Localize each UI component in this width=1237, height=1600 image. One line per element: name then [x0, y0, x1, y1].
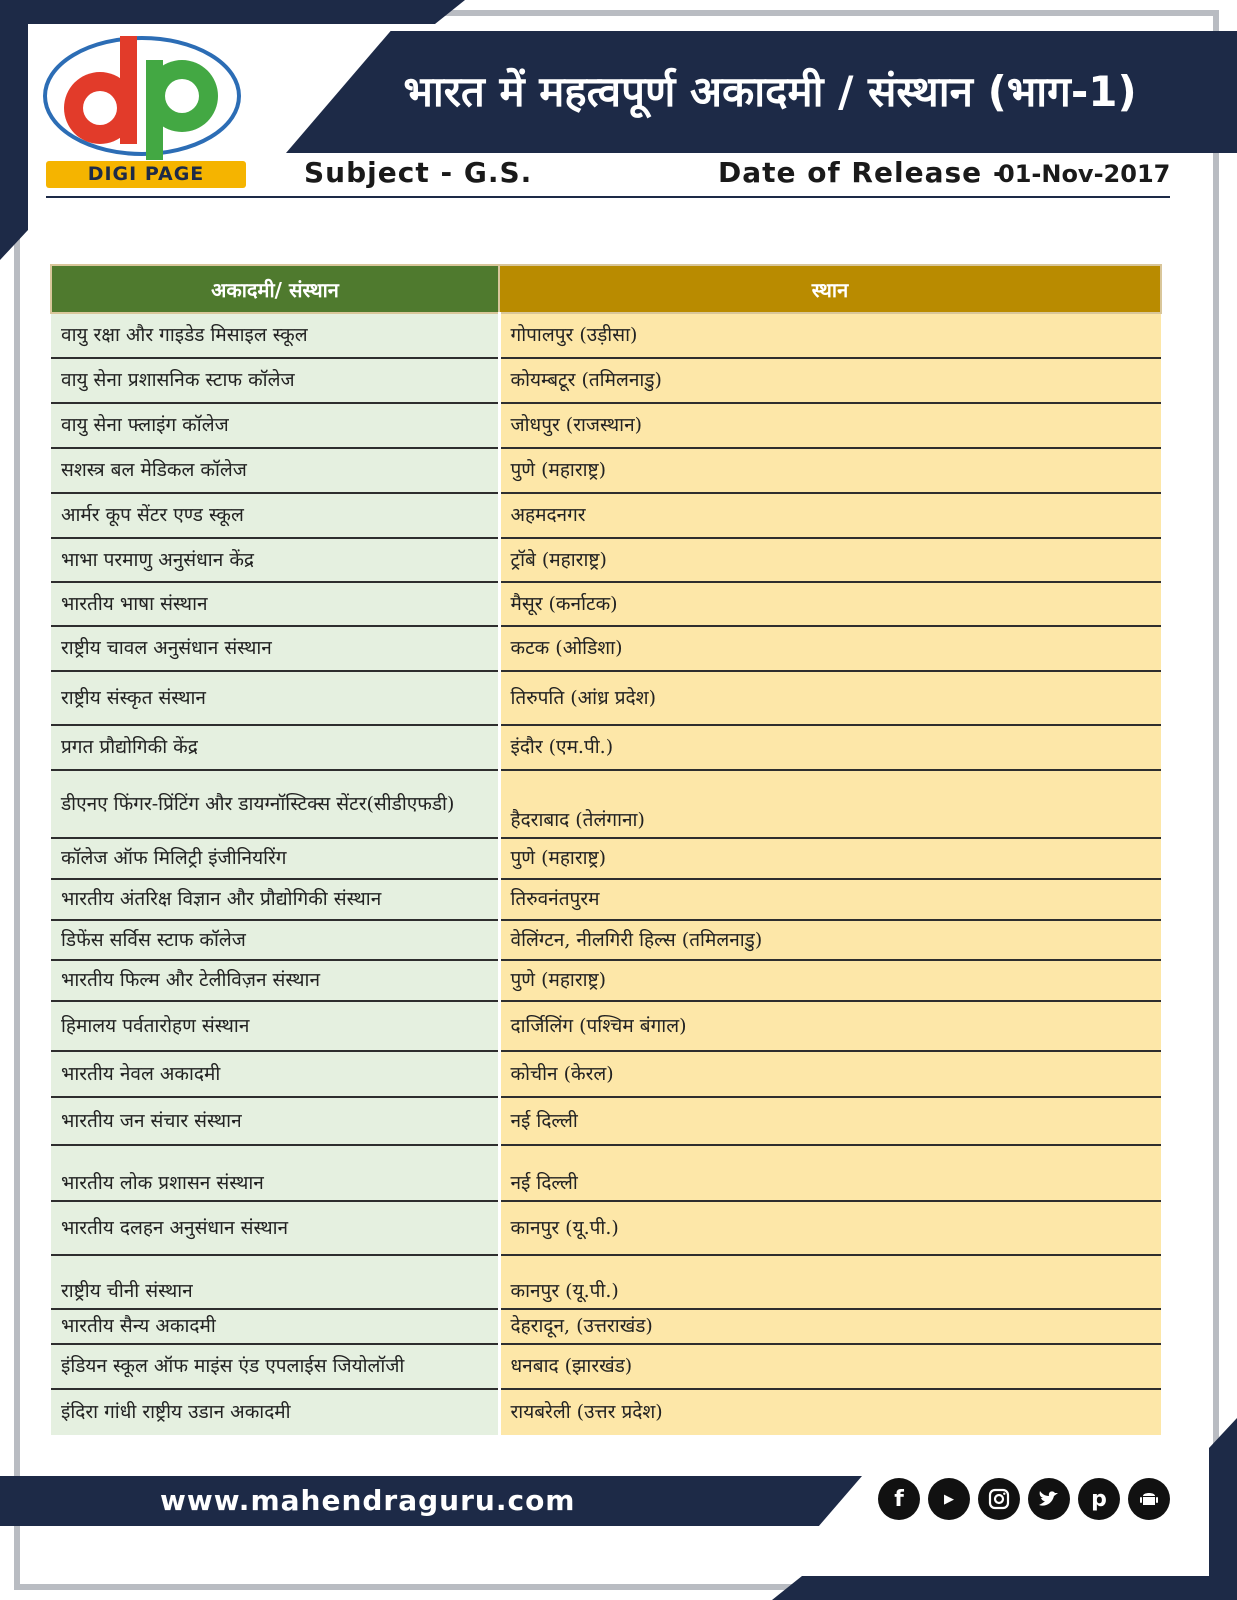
- place-cell: कानपुर (यू.पी.): [499, 1201, 1161, 1255]
- android-icon[interactable]: [1128, 1478, 1170, 1520]
- institute-cell: भारतीय सैन्य अकादमी: [51, 1309, 499, 1344]
- corner-decoration: [0, 0, 28, 260]
- table-row: [51, 1389, 1161, 1435]
- place-cell: नई दिल्ली: [499, 1097, 1161, 1145]
- institute-cell: डीएनए फिंगर-प्रिंटिंग और डायग्नॉस्टिक्स सेंटर(सीडीएफडी): [51, 770, 499, 838]
- institute-cell: भारतीय भाषा संस्थान: [51, 582, 499, 626]
- place-cell: कानपुर (यू.पी.): [499, 1255, 1161, 1309]
- place-cell: गोपालपुर (उड़ीसा): [499, 313, 1161, 358]
- place-cell: कटक (ओडिशा): [499, 626, 1161, 671]
- institute-cell: प्रगत प्रौद्योगिकी केंद्र: [51, 725, 499, 770]
- pinterest-icon[interactable]: p: [1078, 1478, 1120, 1520]
- social-icons: [878, 1478, 1170, 1520]
- table-row: [51, 1145, 1161, 1201]
- table-row: [51, 538, 1161, 582]
- table-row: [51, 403, 1161, 448]
- subject-label: Subject - G.S.: [304, 156, 533, 189]
- institute-cell: राष्ट्रीय संस्कृत संस्थान: [51, 671, 499, 725]
- institute-cell: वायु सेना फ्लाइंग कॉलेज: [51, 403, 499, 448]
- column-header-institute: अकादमी/ संस्थान: [51, 265, 499, 313]
- table-row: [51, 879, 1161, 920]
- release-date-value: 01-Nov-2017: [998, 160, 1171, 188]
- institutes-table: [50, 264, 1162, 1435]
- institute-cell: कॉलेज ऑफ मिलिट्री इंजीनियरिंग: [51, 838, 499, 879]
- institute-cell: इंडियन स्कूल ऑफ माइंस एंड एपलाईस जियोलॉजी: [51, 1344, 499, 1389]
- place-cell: अहमदनगर: [499, 493, 1161, 538]
- place-cell: तिरुपति (आंध्र प्रदेश): [499, 671, 1161, 725]
- table-row: [51, 770, 1161, 838]
- corner-decoration: [1209, 1418, 1237, 1600]
- table-row: [51, 582, 1161, 626]
- table-row: [51, 671, 1161, 725]
- institute-cell: वायु रक्षा और गाइडेड मिसाइल स्कूल: [51, 313, 499, 358]
- place-cell: देहरादून, (उत्तराखंड): [499, 1309, 1161, 1344]
- facebook-icon[interactable]: f: [878, 1478, 920, 1520]
- instagram-icon[interactable]: [978, 1478, 1020, 1520]
- institute-cell: सशस्त्र बल मेडिकल कॉलेज: [51, 448, 499, 493]
- table-row: [51, 1051, 1161, 1097]
- place-cell: हैदराबाद (तेलंगाना): [499, 770, 1161, 838]
- place-cell: ट्रॉबे (महाराष्ट्र): [499, 538, 1161, 582]
- table-row: [51, 1309, 1161, 1344]
- release-date-label: Date of Release -: [718, 156, 1006, 189]
- institute-cell: भारतीय फिल्म और टेलीविज़न संस्थान: [51, 960, 499, 1001]
- place-cell: मैसूर (कर्नाटक): [499, 582, 1161, 626]
- table-row: [51, 838, 1161, 879]
- table-row: [51, 358, 1161, 403]
- place-cell: तिरुवनंतपुरम: [499, 879, 1161, 920]
- institute-cell: राष्ट्रीय चीनी संस्थान: [51, 1255, 499, 1309]
- youtube-icon[interactable]: ▶: [928, 1478, 970, 1520]
- place-cell: पुणे (महाराष्ट्र): [499, 838, 1161, 879]
- institute-cell: हिमालय पर्वतारोहण संस्थान: [51, 1001, 499, 1051]
- institute-cell: वायु सेना प्रशासनिक स्टाफ कॉलेज: [51, 358, 499, 403]
- place-cell: रायबरेली (उत्तर प्रदेश): [499, 1389, 1161, 1435]
- table-row: [51, 1255, 1161, 1309]
- column-header-place: स्थान: [499, 265, 1161, 313]
- table-row: [51, 725, 1161, 770]
- table-row: [51, 448, 1161, 493]
- institute-cell: भारतीय अंतरिक्ष विज्ञान और प्रौद्योगिकी संस्थान: [51, 879, 499, 920]
- place-cell: धनबाद (झारखंड): [499, 1344, 1161, 1389]
- twitter-icon[interactable]: [1028, 1478, 1070, 1520]
- table-header-row: [51, 265, 1161, 313]
- institute-cell: डिफेंस सर्विस स्टाफ कॉलेज: [51, 920, 499, 960]
- place-cell: कोचीन (केरल): [499, 1051, 1161, 1097]
- place-cell: कोयम्बटूर (तमिलनाडु): [499, 358, 1161, 403]
- table-row: [51, 1001, 1161, 1051]
- institute-cell: भारतीय लोक प्रशासन संस्थान: [51, 1145, 499, 1201]
- institute-cell: भारतीय नेवल अकादमी: [51, 1051, 499, 1097]
- page-title: भारत में महत्वपूर्ण अकादमी / संस्थान (भाग-1): [403, 67, 1137, 116]
- place-cell: दार्जिलिंग (पश्चिम बंगाल): [499, 1001, 1161, 1051]
- website-link[interactable]: www.mahendraguru.com: [160, 1484, 576, 1517]
- place-cell: पुणे (महाराष्ट्र): [499, 448, 1161, 493]
- header-divider: [46, 196, 1170, 198]
- corner-decoration: [0, 0, 465, 24]
- institute-cell: इंदिरा गांधी राष्ट्रीय उडान अकादमी: [51, 1389, 499, 1435]
- table-row: [51, 920, 1161, 960]
- place-cell: पुणे (महाराष्ट्र): [499, 960, 1161, 1001]
- institute-cell: भाभा परमाणु अनुसंधान केंद्र: [51, 538, 499, 582]
- place-cell: इंदौर (एम.पी.): [499, 725, 1161, 770]
- place-cell: जोधपुर (राजस्थान): [499, 403, 1161, 448]
- table-row: [51, 626, 1161, 671]
- institute-cell: भारतीय जन संचार संस्थान: [51, 1097, 499, 1145]
- corner-decoration: [772, 1576, 1237, 1600]
- table-row: [51, 1344, 1161, 1389]
- institute-cell: आर्मर कूप सेंटर एण्ड स्कूल: [51, 493, 499, 538]
- institute-cell: भारतीय दलहन अनुसंधान संस्थान: [51, 1201, 499, 1255]
- table-row: [51, 1201, 1161, 1255]
- brand-name: DIGI PAGE: [46, 161, 246, 188]
- table-row: [51, 313, 1161, 358]
- institute-cell: राष्ट्रीय चावल अनुसंधान संस्थान: [51, 626, 499, 671]
- table-row: [51, 1097, 1161, 1145]
- table-row: [51, 960, 1161, 1001]
- place-cell: नई दिल्ली: [499, 1145, 1161, 1201]
- table-row: [51, 493, 1161, 538]
- place-cell: वेलिंग्टन, नीलगिरी हिल्स (तमिलनाडु): [499, 920, 1161, 960]
